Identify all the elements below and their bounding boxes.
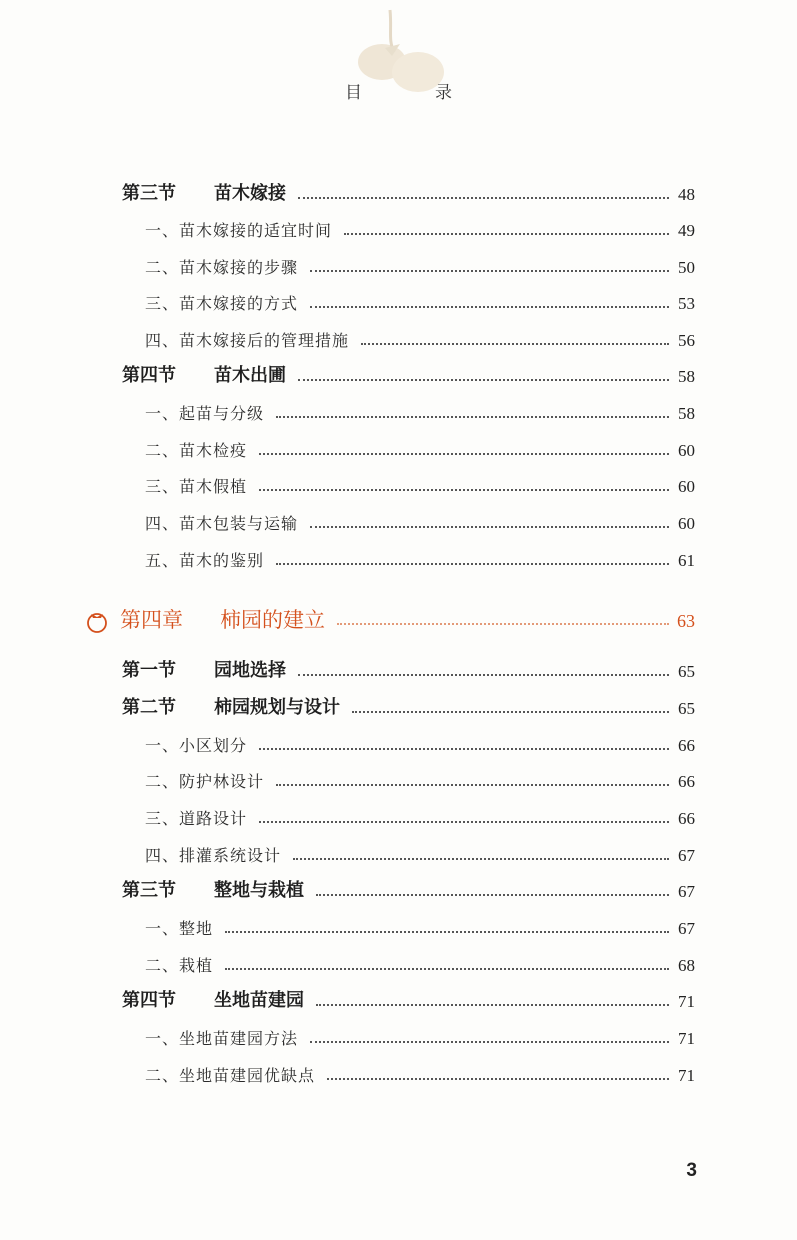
toc-entry-title <box>122 876 304 902</box>
toc-entry-title <box>145 218 332 241</box>
toc-entry-text: 苗木嫁接 <box>214 183 286 204</box>
page-number: 3 <box>686 1160 697 1181</box>
toc-page-number: 66 <box>678 736 695 755</box>
dot-leader <box>276 563 669 565</box>
toc-entry-text: 二、防护林设计 <box>145 772 265 791</box>
toc-item[interactable] <box>0 764 797 794</box>
toc-entry-text: 苗木出圃 <box>214 365 286 386</box>
toc-entry-text: 一、小区划分 <box>145 736 248 755</box>
toc-page-number: 60 <box>678 477 695 496</box>
toc-page-number: 48 <box>678 185 695 204</box>
toc-entry-title <box>145 733 247 756</box>
toc-page-number: 65 <box>678 699 695 718</box>
toc-entry-title <box>122 693 340 719</box>
toc-entry-text: 四、苗木嫁接后的管理措施 <box>145 331 350 350</box>
toc-page-number: 65 <box>678 662 695 681</box>
persimmon-branch-icon <box>330 0 460 125</box>
toc-entry-label: 第二节 <box>122 697 176 718</box>
toc-entry-title <box>145 401 264 424</box>
toc-page-number: 56 <box>678 331 695 350</box>
toc-entry-text: 三、苗木嫁接的方式 <box>145 294 299 313</box>
dot-leader <box>298 379 669 381</box>
toc-entry-label: 第一节 <box>122 660 176 681</box>
dot-leader <box>298 197 669 199</box>
toc-item[interactable] <box>0 543 797 573</box>
toc-page-number: 71 <box>678 1029 695 1048</box>
toc-entry-label: 第四节 <box>122 365 176 386</box>
dot-leader <box>259 453 669 455</box>
toc-item[interactable] <box>0 948 797 978</box>
dot-leader <box>361 343 669 345</box>
toc-chapter[interactable] <box>0 598 797 638</box>
toc-page-number: 49 <box>678 221 695 240</box>
toc-entry-label: 第四章 <box>120 608 183 632</box>
toc-entry-text: 一、坐地苗建园方法 <box>145 1029 299 1048</box>
toc-page-number: 50 <box>678 258 695 277</box>
toc-entry-text: 柿园的建立 <box>220 608 325 632</box>
dot-leader <box>327 1078 669 1080</box>
toc-entry-title <box>86 604 325 634</box>
toc-item[interactable] <box>0 728 797 758</box>
toc-page-number: 61 <box>678 551 695 570</box>
toc-entry-title <box>145 438 247 461</box>
dot-leader <box>293 858 669 860</box>
toc-entry-text: 二、坐地苗建园优缺点 <box>145 1066 316 1085</box>
toc-entry-title <box>145 291 298 314</box>
toc-entry-text: 一、起苗与分级 <box>145 404 265 423</box>
toc-item[interactable] <box>0 396 797 426</box>
dot-leader <box>316 894 669 896</box>
toc-page-number: 58 <box>678 367 695 386</box>
toc-entry-title <box>145 1063 315 1086</box>
toc-page-number: 67 <box>678 919 695 938</box>
toc-entry-text: 柿园规划与设计 <box>214 697 340 718</box>
dot-leader <box>352 711 669 713</box>
dot-leader <box>225 931 669 933</box>
dot-leader <box>259 821 669 823</box>
toc-entry-text: 坐地苗建园 <box>214 990 304 1011</box>
toc-entry-text: 一、苗木嫁接的适宜时间 <box>145 221 333 240</box>
dot-leader <box>310 270 669 272</box>
toc-page-number: 67 <box>678 882 695 901</box>
toc-page-number: 68 <box>678 956 695 975</box>
toc-section[interactable] <box>0 984 797 1014</box>
toc-section[interactable] <box>0 874 797 904</box>
toc-entry-text: 三、苗木假植 <box>145 477 248 496</box>
toc-entry-title <box>145 769 264 792</box>
toc-item[interactable] <box>0 286 797 316</box>
toc-entry-title <box>122 986 304 1012</box>
dot-leader <box>310 526 669 528</box>
toc-entry-title <box>145 255 298 278</box>
dot-leader <box>310 1041 669 1043</box>
toc-entry-title <box>122 361 286 387</box>
dot-leader <box>337 623 669 625</box>
dot-leader <box>225 968 669 970</box>
toc-page-number: 60 <box>678 441 695 460</box>
toc-section[interactable] <box>0 654 797 684</box>
toc-section[interactable] <box>0 177 797 207</box>
toc-section[interactable] <box>0 691 797 721</box>
toc-item[interactable] <box>0 911 797 941</box>
dot-leader <box>344 233 669 235</box>
dot-leader <box>276 416 669 418</box>
dot-leader <box>298 674 669 676</box>
toc-entry-title <box>145 474 247 497</box>
toc-page-number: 66 <box>678 809 695 828</box>
toc-entry-text: 二、栽植 <box>145 956 214 975</box>
toc-page-number: 66 <box>678 772 695 791</box>
toc-entry-text: 二、苗木检疫 <box>145 441 248 460</box>
toc-entry-label: 第三节 <box>122 183 176 204</box>
page-title: 目 录 <box>345 83 480 103</box>
toc-entry-title <box>145 511 298 534</box>
toc-item[interactable] <box>0 433 797 463</box>
toc-entry-label: 第三节 <box>122 880 176 901</box>
toc-entry-title <box>145 916 213 939</box>
toc-entry-text: 园地选择 <box>214 660 286 681</box>
toc-item[interactable] <box>0 506 797 536</box>
toc-item[interactable] <box>0 469 797 499</box>
toc-item[interactable] <box>0 838 797 868</box>
toc-page-number: 71 <box>678 1066 695 1085</box>
toc-page-number: 58 <box>678 404 695 423</box>
toc-entry-text: 三、道路设计 <box>145 809 248 828</box>
toc-entry-title <box>122 656 286 682</box>
toc-entry-text: 一、整地 <box>145 919 214 938</box>
toc-entry-title <box>145 843 281 866</box>
toc-entry-text: 四、苗木包装与运输 <box>145 514 299 533</box>
toc-page-number: 67 <box>678 846 695 865</box>
dot-leader <box>259 489 669 491</box>
toc-section[interactable] <box>0 359 797 389</box>
toc-entry-text: 二、苗木嫁接的步骤 <box>145 258 299 277</box>
toc-entry-text: 整地与栽植 <box>214 880 304 901</box>
dot-leader <box>259 748 669 750</box>
toc-page-number: 53 <box>678 294 695 313</box>
toc-page-number: 71 <box>678 992 695 1011</box>
toc-entry-text: 四、排灌系统设计 <box>145 846 282 865</box>
toc-entry-title <box>145 1026 298 1049</box>
toc-page-number: 63 <box>677 611 695 631</box>
dot-leader <box>310 306 669 308</box>
toc-entry-title <box>145 548 264 571</box>
toc-item[interactable] <box>0 1021 797 1051</box>
toc-item[interactable] <box>0 250 797 280</box>
toc-entry-label: 第四节 <box>122 990 176 1011</box>
toc-item[interactable] <box>0 801 797 831</box>
toc-item[interactable] <box>0 213 797 243</box>
toc-entry-title <box>122 179 286 205</box>
toc-entry-title <box>145 806 247 829</box>
toc-item[interactable] <box>0 1058 797 1088</box>
toc-entry-title <box>145 328 349 351</box>
toc-page-number: 60 <box>678 514 695 533</box>
dot-leader <box>276 784 669 786</box>
toc-item[interactable] <box>0 323 797 353</box>
dot-leader <box>316 1004 669 1006</box>
toc-entry-text: 五、苗木的鉴别 <box>145 551 265 570</box>
toc-entry-title <box>145 953 213 976</box>
